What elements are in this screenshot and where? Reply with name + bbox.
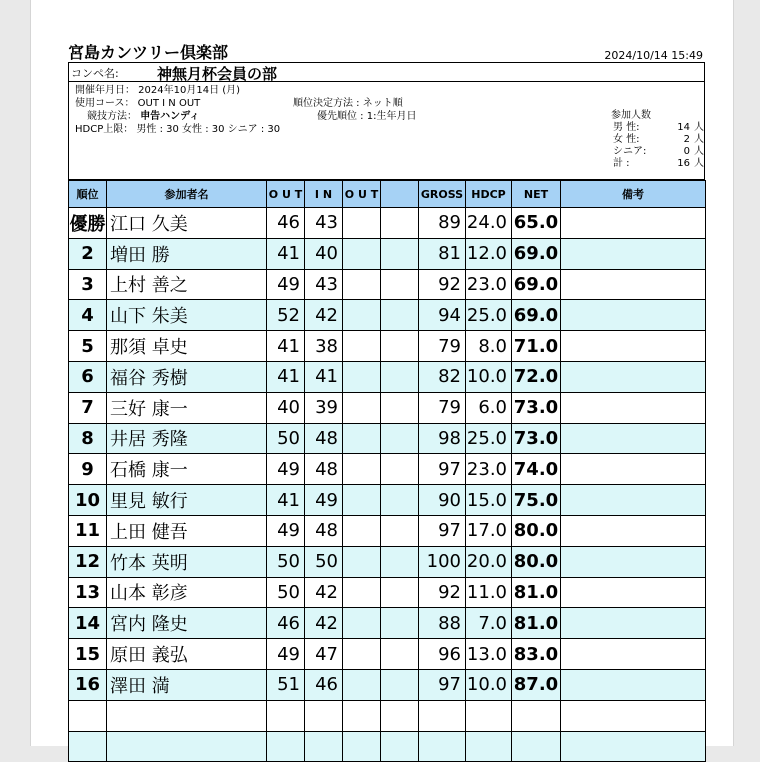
remarks-cell [561,515,706,546]
in-score: 42 [305,577,343,608]
rank-cell: 12 [69,546,107,577]
table-row [69,238,706,269]
net-score: 83.0 [512,639,561,670]
out2-score [343,515,381,546]
hdcp-value: 6.0 [466,392,512,423]
competition-name: 神無月杯会員の部 [157,65,278,83]
participants-row: 計 : 16 人 [613,158,704,169]
hdcp-value: 23.0 [466,454,512,485]
col-out: O U T [267,181,305,208]
in-score: 48 [305,423,343,454]
net-score: 87.0 [512,669,561,700]
net-score: 81.0 [512,577,561,608]
remarks-cell [561,639,706,670]
col-in: I N [305,181,343,208]
in-score: 47 [305,639,343,670]
gross-score: 97 [419,454,466,485]
net-score: 69.0 [512,269,561,300]
empty-cell [561,731,706,762]
gross-score: 88 [419,608,466,639]
blank-cell [381,238,419,269]
in-score: 42 [305,608,343,639]
club-name: 宮島カンツリー倶楽部 [68,43,229,62]
col-out-2: O U T [343,181,381,208]
rank-cell: 11 [69,515,107,546]
hdcp-value: 17.0 [466,515,512,546]
name-cell: 江口 久美 [107,208,267,239]
remarks-cell [561,423,706,454]
rank-cell: 優勝 [69,208,107,239]
net-score: 69.0 [512,300,561,331]
col-blank [381,181,419,208]
gross-score: 96 [419,639,466,670]
hdcp-value: 10.0 [466,361,512,392]
empty-cell [267,700,305,731]
rank-cell: 3 [69,269,107,300]
rank-cell: 10 [69,485,107,516]
in-score: 40 [305,238,343,269]
remarks-cell [561,577,706,608]
empty-cell [419,731,466,762]
participants-row: シニア: 0 人 [613,146,704,157]
hdcp-value: 25.0 [466,300,512,331]
hdcp-limit: HDCP上限： 男性 : 30 女性 : 30 シニア : 30 [75,124,281,135]
out2-score [343,208,381,239]
out-score: 46 [267,208,305,239]
blank-cell [381,269,419,300]
out2-score [343,361,381,392]
table-row [69,361,706,392]
out2-score [343,454,381,485]
hdcp-value: 23.0 [466,269,512,300]
table-row [69,485,706,516]
out2-score [343,300,381,331]
gross-score: 89 [419,208,466,239]
rank-cell: 13 [69,577,107,608]
net-score: 65.0 [512,208,561,239]
empty-row [69,700,706,731]
results-page [30,0,734,746]
out-score: 49 [267,454,305,485]
gross-score: 92 [419,577,466,608]
results-body [69,208,706,762]
gross-score: 92 [419,269,466,300]
participants-row: 女 性: 2 人 [613,134,704,145]
out2-score [343,669,381,700]
table-row [69,300,706,331]
empty-cell [466,700,512,731]
name-cell: 原田 義弘 [107,639,267,670]
name-cell: 三好 康一 [107,392,267,423]
table-row [69,577,706,608]
empty-cell [107,700,267,731]
gross-score: 79 [419,331,466,362]
table-row [69,269,706,300]
in-score: 49 [305,485,343,516]
out-score: 41 [267,238,305,269]
out-score: 50 [267,423,305,454]
empty-cell [419,700,466,731]
rank-cell: 16 [69,669,107,700]
out2-score [343,639,381,670]
net-score: 75.0 [512,485,561,516]
blank-cell [381,454,419,485]
empty-cell [466,731,512,762]
blank-cell [381,669,419,700]
hdcp-value: 11.0 [466,577,512,608]
remarks-cell [561,392,706,423]
out-score: 40 [267,392,305,423]
out-score: 41 [267,331,305,362]
empty-cell [381,731,419,762]
out2-score [343,608,381,639]
out2-score [343,423,381,454]
table-row [69,454,706,485]
name-cell: 澤田 満 [107,669,267,700]
out-score: 51 [267,669,305,700]
blank-cell [381,208,419,239]
name-cell: 里見 敏行 [107,485,267,516]
in-score: 48 [305,454,343,485]
rank-cell: 8 [69,423,107,454]
out2-score [343,546,381,577]
out2-score [343,577,381,608]
gross-score: 82 [419,361,466,392]
rank-cell: 4 [69,300,107,331]
gross-score: 81 [419,238,466,269]
gross-score: 100 [419,546,466,577]
table-row [69,392,706,423]
net-score: 72.0 [512,361,561,392]
remarks-cell [561,331,706,362]
name-cell: 増田 勝 [107,238,267,269]
gross-score: 90 [419,485,466,516]
gross-score: 97 [419,669,466,700]
net-score: 73.0 [512,423,561,454]
competition-method [75,110,280,123]
results-table [68,180,706,762]
remarks-cell [561,608,706,639]
name-cell: 山本 彰彦 [107,577,267,608]
priority-rule: 優先順位 : 1:生年月日 [317,111,417,122]
out-score: 46 [267,608,305,639]
blank-cell [381,300,419,331]
remarks-cell [561,269,706,300]
empty-cell [305,731,343,762]
hdcp-value: 13.0 [466,639,512,670]
event-info-right [293,97,416,123]
col-rank: 順位 [69,181,107,208]
col-name: 参加者名 [107,181,267,208]
table-header-row [69,181,706,208]
out-score: 41 [267,485,305,516]
net-score: 69.0 [512,238,561,269]
rank-cell: 9 [69,454,107,485]
out-score: 49 [267,269,305,300]
out-score: 49 [267,515,305,546]
hdcp-value: 24.0 [466,208,512,239]
table-row [69,331,706,362]
gross-score: 94 [419,300,466,331]
in-score: 50 [305,546,343,577]
table-row [69,639,706,670]
rank-cell: 15 [69,639,107,670]
gross-score: 98 [419,423,466,454]
remarks-cell [561,485,706,516]
method-label: 競技方法： [87,111,137,122]
rank-cell: 7 [69,392,107,423]
blank-cell [381,331,419,362]
blank-cell [381,485,419,516]
remarks-cell [561,238,706,269]
gross-score: 97 [419,515,466,546]
out-score: 49 [267,639,305,670]
name-cell: 石橋 康一 [107,454,267,485]
table-row [69,515,706,546]
empty-cell [343,731,381,762]
in-score: 43 [305,208,343,239]
competition-name-row [69,63,704,82]
blank-cell [381,423,419,454]
gross-score: 79 [419,392,466,423]
out-score: 50 [267,577,305,608]
event-date: 開催年月日： 2024年10月14日 (月) [75,85,241,96]
in-score: 46 [305,669,343,700]
col-remarks: 備考 [561,181,706,208]
empty-cell [69,700,107,731]
table-row [69,608,706,639]
empty-cell [305,700,343,731]
out-score: 41 [267,361,305,392]
name-cell: 那須 卓史 [107,331,267,362]
hdcp-value: 12.0 [466,238,512,269]
table-row [69,423,706,454]
empty-cell [512,700,561,731]
name-cell: 上村 善之 [107,269,267,300]
name-cell: 竹本 英明 [107,546,267,577]
name-cell: 井居 秀隆 [107,423,267,454]
net-score: 80.0 [512,515,561,546]
rank-cell: 2 [69,238,107,269]
name-cell: 上田 健吾 [107,515,267,546]
empty-cell [512,731,561,762]
empty-row [69,731,706,762]
participants-row: 男 性: 14 人 [613,122,704,133]
remarks-cell [561,361,706,392]
net-score: 81.0 [512,608,561,639]
in-score: 42 [305,300,343,331]
course-used: 使用コース： OUT I N OUT [75,98,201,109]
col-hdcp: HDCP [466,181,512,208]
empty-cell [343,700,381,731]
out2-score [343,238,381,269]
blank-cell [381,392,419,423]
rank-cell: 6 [69,361,107,392]
method-value: 申告ハンディ [140,111,200,122]
remarks-cell [561,300,706,331]
out-score: 50 [267,546,305,577]
participants-summary [611,110,704,170]
net-score: 73.0 [512,392,561,423]
empty-cell [107,731,267,762]
out-score: 52 [267,300,305,331]
hdcp-value: 7.0 [466,608,512,639]
results-sheet [68,62,705,762]
net-score: 71.0 [512,331,561,362]
in-score: 39 [305,392,343,423]
empty-cell [561,700,706,731]
competition-label: コンペ名: [71,67,119,80]
in-score: 43 [305,269,343,300]
competition-header [68,62,705,180]
blank-cell [381,546,419,577]
empty-cell [69,731,107,762]
name-cell: 福谷 秀樹 [107,361,267,392]
table-row [69,546,706,577]
rank-method: 順位決定方法 : ネット順 [293,98,403,109]
out2-score [343,269,381,300]
out2-score [343,392,381,423]
name-cell: 宮内 隆史 [107,608,267,639]
table-row [69,669,706,700]
in-score: 48 [305,515,343,546]
hdcp-value: 25.0 [466,423,512,454]
net-score: 74.0 [512,454,561,485]
hdcp-value: 20.0 [466,546,512,577]
remarks-cell [561,208,706,239]
table-row [69,208,706,239]
rank-cell: 5 [69,331,107,362]
out2-score [343,485,381,516]
empty-cell [267,731,305,762]
blank-cell [381,608,419,639]
remarks-cell [561,454,706,485]
blank-cell [381,515,419,546]
printed-datetime: 2024/10/14 15:49 [604,49,703,62]
remarks-cell [561,669,706,700]
col-gross: GROSS [419,181,466,208]
in-score: 38 [305,331,343,362]
empty-cell [381,700,419,731]
blank-cell [381,361,419,392]
remarks-cell [561,546,706,577]
hdcp-value: 15.0 [466,485,512,516]
col-net: NET [512,181,561,208]
rank-cell: 14 [69,608,107,639]
blank-cell [381,577,419,608]
hdcp-value: 8.0 [466,331,512,362]
participants-title: 参加人数 [611,110,651,121]
net-score: 80.0 [512,546,561,577]
hdcp-value: 10.0 [466,669,512,700]
blank-cell [381,639,419,670]
in-score: 41 [305,361,343,392]
out2-score [343,331,381,362]
name-cell: 山下 朱美 [107,300,267,331]
event-info-left [75,84,280,136]
